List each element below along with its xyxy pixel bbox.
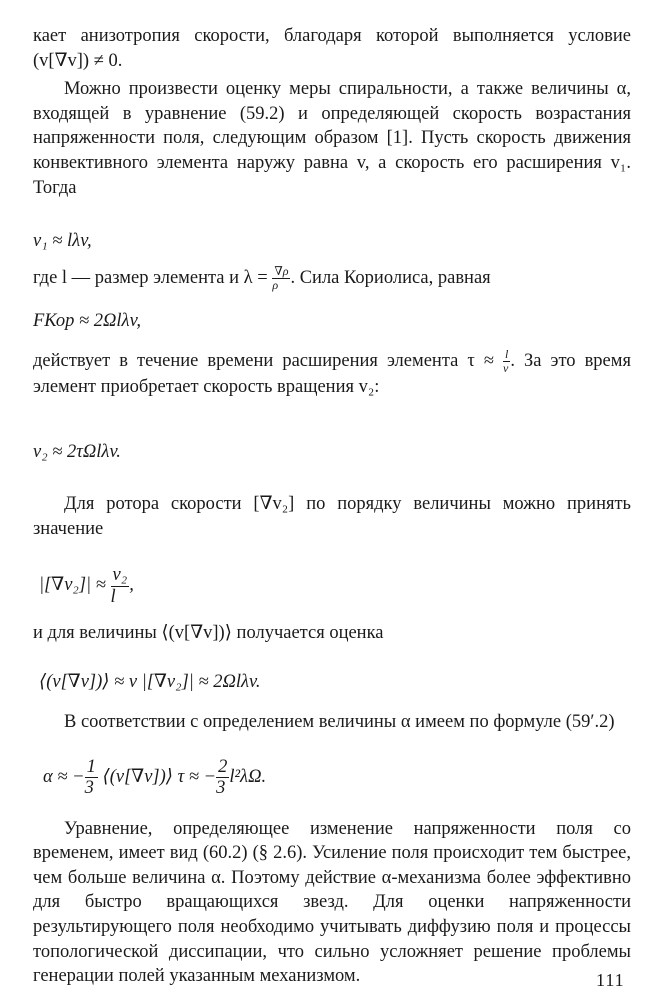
paragraph-expansion-time — [33, 348, 631, 400]
paragraph-continuation: кает анизотропия скорости, благодаря которой выполняется условие (v[∇v]) ≠ 0. — [33, 26, 631, 71]
text-where-l: где l — размер элемента и λ = — [33, 267, 268, 288]
eq-alpha-part-2: ⟨(v[∇v])⟩ τ ≈ − — [102, 767, 217, 788]
paragraph-alpha-definition: В соответствии с определением величины α имеем по формуле (59′.2) — [64, 712, 615, 733]
text-coriolis: . Сила Кориолиса, равная — [290, 267, 491, 288]
equation-alpha — [33, 757, 631, 799]
paragraph-helicity-value: и для величины ⟨(v[∇v])⟩ получается оценка — [33, 623, 384, 644]
text-rotation-speed: . За это время элемент приобретает скорость вращения v₂: — [33, 350, 631, 398]
equation-v1: v₁ ≈ lλv, — [33, 231, 92, 252]
fraction-denominator: ρ — [272, 277, 279, 292]
fraction-denominator: v — [503, 360, 509, 375]
fraction-one-third — [85, 757, 98, 799]
paragraph-element-size — [33, 265, 631, 292]
equation-coriolis-force: FКор ≈ 2Ωlλv, — [33, 311, 142, 332]
fraction-denominator: 3 — [84, 778, 94, 799]
eq-alpha-part-3: l²λΩ. — [229, 767, 267, 788]
fraction-numerator: 1 — [86, 756, 96, 777]
page-body — [33, 24, 631, 989]
fraction-denominator: 3 — [216, 778, 226, 799]
paragraph-rotor: Для ротора скорости [∇v₂] по порядку величины можно принять значение — [33, 494, 631, 539]
paragraph-helicity-estimate: Можно произвести оценку меры спиральности, а также величины α, входящей в уравнение (59.2) и определяющей скорость возрастания напряженности поля, следующим образом [1]. Пусть скорость движения конвективного элемента наружу равна v, а скорость его расширения v₁. Тогда — [33, 79, 631, 198]
fraction-two-thirds — [216, 757, 229, 799]
text-acts-during: действует в течение времени расширения элемента τ ≈ — [33, 350, 494, 371]
fraction-numerator: 2 — [218, 756, 228, 777]
eq-rotor-comma: , — [129, 575, 134, 596]
eq-alpha-part-1: α ≈ − — [43, 767, 85, 788]
page-number: 111 — [596, 970, 625, 990]
equation-rotor-estimate — [33, 565, 631, 607]
fraction-grad-rho — [272, 265, 290, 292]
eq-rotor-lhs: |[∇v₂]| ≈ — [39, 575, 106, 596]
fraction-denominator: l — [110, 586, 116, 607]
fraction-numerator: ∇ρ — [274, 263, 289, 278]
equation-helicity-estimate: ⟨(v[∇v])⟩ ≈ v |[∇v₂]| ≈ 2Ωlλv. — [39, 671, 261, 692]
equation-v2: v₂ ≈ 2τΩlλv. — [33, 441, 121, 462]
fraction-v2-over-l — [111, 565, 130, 607]
paragraph-field-amplification: Уравнение, определяющее изменение напряженности поля со временем, имеет вид (60.2) (§ 2.6). Усиление поля происходит тем быстрее, чем больше величина α. Поэтому действие α-механизма более эффективно для быстро вращающихся звезд. Для оценки напряженности результирующего поля необходимо учитывать диффузию поля и процессы топологической диссипации, что сильно усложняет решение проблемы генерации полей указанным механизмом. — [33, 818, 631, 987]
fraction-numerator: l — [505, 346, 509, 361]
fraction-numerator: v₂ — [112, 565, 128, 586]
